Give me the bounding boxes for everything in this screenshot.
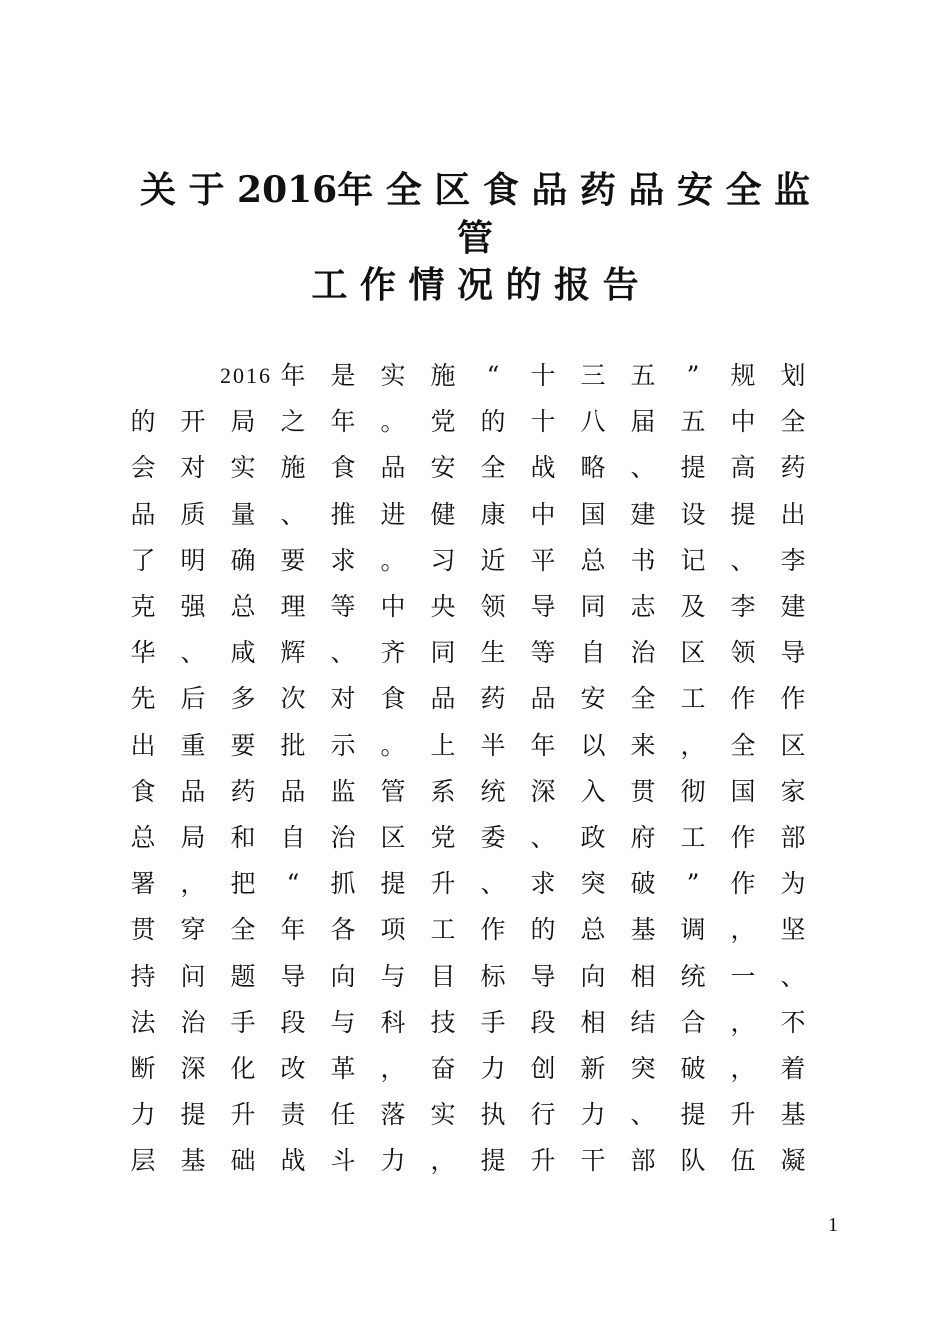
body-char: 升 [530,1146,556,1176]
body-char: 工 [680,823,706,852]
body-char: 年 [280,915,306,945]
body-char: 华 [130,638,156,668]
body-char: 改 [280,1054,306,1083]
body-char: 、 [630,1100,656,1130]
body-char: 监 [330,776,356,806]
body-char: 食 [130,776,156,806]
body-char: 抓 [330,869,356,899]
body-char: 、 [480,869,506,899]
body-char: 了 [130,545,156,575]
body-char: 自 [280,823,306,852]
body-char: ， [680,730,706,760]
body-char: 段 [530,1007,556,1037]
body-char: 结 [630,1007,656,1037]
body-char: 破 [680,1054,706,1083]
body-char: 志 [630,592,656,621]
body-char: 区 [380,823,406,852]
body-char: 管 [380,776,406,806]
body-char: 战 [280,1146,306,1176]
body-char: 穿 [180,915,206,945]
body-char: 质 [180,499,206,529]
body-char: 导 [530,961,556,991]
body-char: 治 [630,638,656,668]
body-char: 略 [580,453,606,483]
body-char: 进 [380,499,406,529]
body-char: 中 [530,499,556,529]
body-char: 作 [730,869,756,899]
body-line [128,450,808,486]
body-char: 创 [530,1054,556,1083]
body-char: 干 [580,1146,606,1176]
body-char: 责 [280,1100,306,1130]
body-char: 治 [330,823,356,852]
body-char: 书 [630,545,656,575]
body-char: 与 [330,1007,356,1037]
body-char: 是 [330,361,356,390]
body-char: 落 [380,1100,406,1130]
body-char: 力 [130,1100,156,1130]
body-char: 一 [730,961,756,991]
body-char: 革 [330,1054,356,1083]
body-char: 为 [780,869,806,899]
body-char: 作 [730,684,756,714]
body-line [128,774,808,810]
body-char: 。 [380,730,406,760]
body-char: 总 [130,823,156,852]
body-char: 确 [230,545,256,575]
body-char: 升 [230,1100,256,1130]
body-char: 央 [430,592,456,621]
body-char: 力 [580,1100,606,1130]
body-char: 十 [530,407,556,437]
body-char: 设 [680,499,706,529]
body-char: 划 [780,361,806,390]
body-char: 向 [330,961,356,991]
body-char: 会 [130,453,156,483]
body-char: ， [380,1054,406,1083]
body-char: 基 [780,1100,806,1130]
body-char: 不 [780,1007,806,1037]
body-char: 、 [780,961,806,991]
body-char: 品 [180,776,206,806]
body-char: 系 [430,776,456,806]
body-char: 先 [130,684,156,714]
body-char: 全 [480,453,506,483]
body-char: 题 [230,961,256,991]
body-char: 项 [380,915,406,945]
body-char: 彻 [680,776,706,806]
body-char: 手 [480,1007,506,1037]
body-char: “ [286,869,300,899]
body-line [128,358,808,394]
body-char: 出 [780,499,806,529]
body-char: 品 [280,776,306,806]
body-char: 求 [530,869,556,899]
body-char: 规 [730,361,756,390]
body-line [128,820,808,856]
body-char: 问 [180,961,206,991]
body-char: 全 [630,684,656,714]
body-char: 十 [530,361,556,390]
body-char: 食 [330,453,356,483]
body-char: 提 [380,869,406,899]
body-char: 作 [730,823,756,852]
body-char: 科 [380,1007,406,1037]
body-char: 破 [630,869,656,899]
body-char: 新 [580,1054,606,1083]
body-char: 辉 [280,638,306,668]
body-char: 实 [380,361,406,390]
body-char: 三 [580,361,606,390]
body-char: 导 [780,638,806,668]
body-char: 府 [630,823,656,852]
body-char: 药 [480,684,506,714]
body-char: 国 [730,776,756,806]
body-char: 和 [230,823,256,852]
body-char: 领 [480,592,506,621]
body-char: 作 [780,684,806,714]
body-char: 统 [480,776,506,806]
body-char: 届 [630,407,656,437]
body-char: 康 [480,499,506,529]
body-char: 生 [480,638,506,668]
body-char: 咸 [230,638,256,668]
body-char: 治 [180,1007,206,1037]
body-char: 政 [580,823,606,852]
body-char: 的 [530,915,556,945]
body-char: 升 [430,869,456,899]
body-char: 、 [630,453,656,483]
body-char: “ [486,361,500,390]
body-line [128,728,808,764]
body-char: 平 [530,545,556,575]
body-char: 与 [380,961,406,991]
body-char: 开 [180,407,206,437]
body-char: 合 [680,1007,706,1037]
body-char: 高 [730,453,756,483]
body-char: 年 [530,730,556,760]
body-char: 对 [330,684,356,714]
body-char: 提 [480,1146,506,1176]
body-char: 药 [780,453,806,483]
body-char: 调 [680,915,706,945]
body-char: 基 [180,1146,206,1176]
body-line [128,912,808,948]
body-char: 施 [280,453,306,483]
body-char: 导 [530,592,556,621]
body-char: 相 [580,1007,606,1037]
body-char: 行 [530,1100,556,1130]
body-char: 战 [530,453,556,483]
body-char: 品 [130,499,156,529]
body-line [128,1097,808,1133]
body-char: 半 [480,730,506,760]
body-char: ” [686,869,700,899]
body-char: 的 [480,407,506,437]
body-char: 总 [580,545,606,575]
body-char: 委 [480,823,506,852]
body-char: 。 [380,545,406,575]
body-char: 的 [130,407,156,437]
body-char: 突 [580,869,606,899]
body-char: 等 [330,592,356,621]
body-char: 五 [680,407,706,437]
body-char: 相 [630,961,656,991]
body-char: 实 [230,453,256,483]
body-char: 全 [730,730,756,760]
body-char: 自 [580,638,606,668]
body-char: 克 [130,592,156,621]
body-char: 着 [780,1054,806,1083]
body-line [128,681,808,717]
body-char: 等 [530,638,556,668]
body-char: 中 [730,407,756,437]
body-line [128,635,808,671]
body-char: ， [730,1007,756,1037]
body-char: 总 [230,592,256,621]
body-char: 建 [630,499,656,529]
body-char: 之 [280,407,306,437]
body-char: 品 [380,453,406,483]
body-char: 局 [230,407,256,437]
page-number: 1 [828,1214,838,1236]
body-char: 区 [680,638,706,668]
body-char: 部 [630,1146,656,1176]
body-char: 要 [280,545,306,575]
title-line-1: 关 于 2016年 全 区 食 品 药 品 安 全 监 [139,169,811,211]
body-char: 国 [580,499,606,529]
body-char: 中 [380,592,406,621]
body-char: 坚 [780,915,806,945]
body-char: 队 [680,1146,706,1176]
body-char: 基 [630,915,656,945]
body-char: ” [686,361,700,390]
body-line [128,589,808,625]
body-char: 技 [430,1007,456,1037]
body-char: 力 [480,1054,506,1083]
body-char: 作 [480,915,506,945]
body-char: 八 [580,407,606,437]
body-char: 全 [230,915,256,945]
body-char: 局 [180,823,206,852]
body-char: 重 [180,730,206,760]
body-char: 贯 [630,776,656,806]
body-char: 近 [480,545,506,575]
body-char: 理 [280,592,306,621]
body-char: 年 [280,361,306,390]
body-char: 统 [680,961,706,991]
body-char: 李 [780,545,806,575]
body-char: 求 [330,545,356,575]
body-line [128,1051,808,1087]
body-char: 药 [230,776,256,806]
body-char: 次 [280,684,306,714]
body-char: 。 [380,407,406,437]
body-char: 各 [330,915,356,945]
body-char: 强 [180,592,206,621]
body-char: 目 [430,961,456,991]
body-char: 施 [430,361,456,390]
body-char: 及 [680,592,706,621]
body-char: 、 [280,499,306,529]
body-char: 深 [180,1054,206,1083]
body-char: 安 [580,684,606,714]
body-char: 任 [330,1100,356,1130]
body-char: ， [430,1146,456,1176]
body-char: 提 [180,1100,206,1130]
body-char: 齐 [380,638,406,668]
body-char: 、 [180,638,206,668]
body-char: 总 [580,915,606,945]
body-char: 、 [730,545,756,575]
body-char: 建 [780,592,806,621]
title-line-3: 工 作 情 况 的 报 告 [311,264,639,306]
body-char: 五 [630,361,656,390]
body-char: ， [730,915,756,945]
body-char: 明 [180,545,206,575]
body-char: 斗 [330,1146,356,1176]
body-line [128,543,808,579]
body-line [128,1143,808,1179]
body-char: 工 [680,684,706,714]
body-line [128,1005,808,1041]
body-char: 层 [130,1146,156,1176]
body-char: 同 [580,592,606,621]
body-char: 提 [680,453,706,483]
body-char: 区 [780,730,806,760]
body-char: 法 [130,1007,156,1037]
body-char: 全 [780,407,806,437]
body-char: 、 [530,823,556,852]
body-line [128,497,808,533]
body-char: 升 [730,1100,756,1130]
body-char: 同 [430,638,456,668]
body-char: 突 [630,1054,656,1083]
body-char: 实 [430,1100,456,1130]
body-char: 安 [430,453,456,483]
body-char: 量 [230,499,256,529]
body-char: 批 [280,730,306,760]
body-char: 深 [530,776,556,806]
body-char: 础 [230,1146,256,1176]
body-char: 家 [780,776,806,806]
body-line [128,404,808,440]
body-line [128,866,808,902]
body-char: 导 [280,961,306,991]
title-line-2: 管 [456,217,493,259]
body-char: 2016 [220,363,272,388]
body-char: 习 [430,545,456,575]
body-char: 出 [130,730,156,760]
body-char: 化 [230,1054,256,1083]
body-char: 健 [430,499,456,529]
body-char: 部 [780,823,806,852]
body-char: 断 [130,1054,156,1083]
body-char: 伍 [730,1146,756,1176]
body-char: 奋 [430,1054,456,1083]
body-char: 年 [330,407,356,437]
body-char: 后 [180,684,206,714]
body-char: 工 [430,915,456,945]
body-char: 段 [280,1007,306,1037]
body-char: 推 [330,499,356,529]
body-char: 标 [480,961,506,991]
body-char: 要 [230,730,256,760]
body-char: 提 [730,499,756,529]
body-char: 以 [580,730,606,760]
body-char: 来 [630,730,656,760]
body-char: 食 [380,684,406,714]
body-char: 把 [230,869,256,899]
body-line [128,959,808,995]
body-char: 多 [230,684,256,714]
body-char: 示 [330,730,356,760]
body-char: ， [730,1054,756,1083]
body-char: 李 [730,592,756,621]
body-char: 手 [230,1007,256,1037]
body-char: 凝 [780,1146,806,1176]
body-char: 持 [130,961,156,991]
body-char: 、 [330,638,356,668]
body-char: 对 [180,453,206,483]
body-char: 执 [480,1100,506,1130]
body-char: 提 [680,1100,706,1130]
body-char: 记 [680,545,706,575]
body-char: 领 [730,638,756,668]
body-char: 品 [430,684,456,714]
body-char: 上 [430,730,456,760]
body-char: 入 [580,776,606,806]
body-char: 贯 [130,915,156,945]
body-char: ， [180,869,206,899]
body-char: 品 [530,684,556,714]
body-char: 力 [380,1146,406,1176]
body-char: 署 [130,869,156,899]
body-char: 党 [430,407,456,437]
body-char: 党 [430,823,456,852]
body-char: 向 [580,961,606,991]
